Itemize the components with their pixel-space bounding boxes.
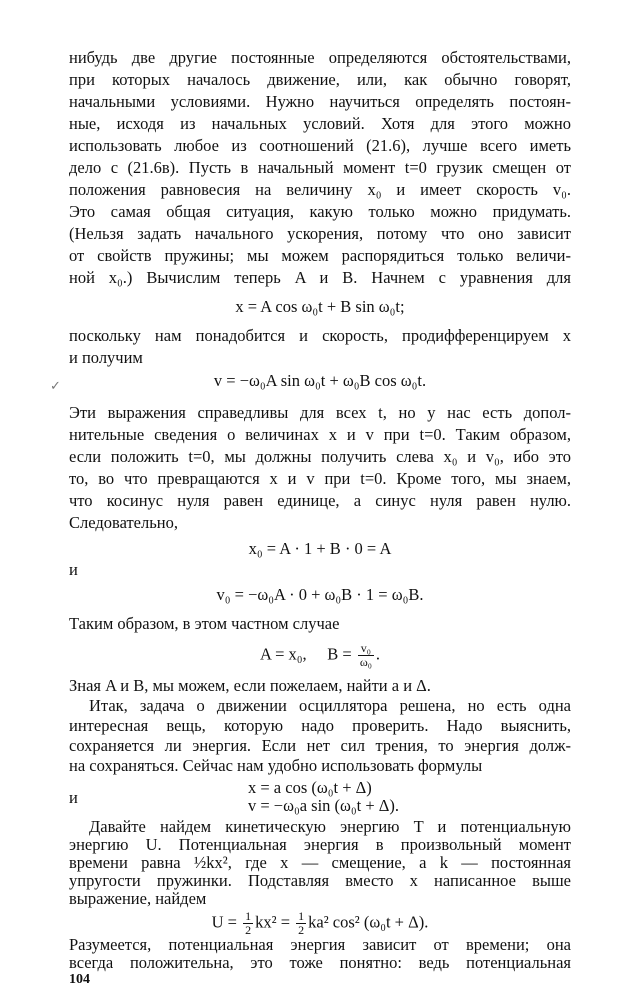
text-line: выражение, найдем bbox=[69, 889, 207, 908]
text-line: начальными условиями. Нужно научиться определять постоян- bbox=[69, 92, 571, 111]
text-line: всегда положительна, это тоже понятно: ведь потенциальная bbox=[69, 953, 571, 972]
text-line: Следовательно, bbox=[69, 513, 178, 532]
formula-v-general: v = −ω₀A sin ω₀t + ω₀B cos ω₀t. bbox=[213, 371, 427, 390]
fraction-one-half bbox=[243, 910, 253, 937]
text-line: и получим bbox=[69, 348, 143, 367]
fraction-numerator: 1 bbox=[245, 909, 252, 923]
formula-v-amplitude: v = −ω₀a sin (ω₀t + Δ). bbox=[248, 796, 400, 815]
margin-pencil-mark: ✓ bbox=[50, 378, 61, 393]
fraction-denominator: ω₀ bbox=[359, 655, 372, 669]
formula-U-lhs: U = bbox=[211, 912, 237, 932]
formula-A: A = x₀, bbox=[259, 644, 307, 664]
formula-x-amplitude: x = a cos (ω₀t + Δ) bbox=[248, 778, 372, 797]
text-line: упругости пружинки. Подставляя вместо x написанное выше bbox=[69, 871, 571, 890]
text-line: интересная вещь, которую надо проверить. Надо выяснить, bbox=[69, 716, 571, 735]
text-line: Зная A и B, мы можем, если пожелаем, найти a и Δ. bbox=[69, 676, 431, 695]
text-line: нительные сведения о величинах x и v при t=0. Таким образом, bbox=[69, 425, 571, 444]
text-line: то, во что превращаются x и v при t=0. Кроме того, мы знаем, bbox=[69, 469, 571, 488]
formula-x0: x₀ = A · 1 + B · 0 = A bbox=[248, 539, 392, 558]
fraction-v0-over-w0 bbox=[358, 642, 374, 669]
text-line: ные, исходя из начальных условий. Хотя для этого можно bbox=[69, 114, 571, 133]
text-line: (Нельзя задать начального ускорения, потому что оно зависит bbox=[69, 224, 571, 243]
text-line: ной x₀.) Вычислим теперь A и B. Начнем с уравнения для bbox=[69, 268, 571, 287]
text-line: времени равна ½kx², где x — смещение, а k — постоянная bbox=[69, 853, 571, 872]
text-line: при которых началось движение, или, как обычно говорят, bbox=[69, 70, 571, 89]
text-line: Разумеется, потенциальная энергия зависит от времени; она bbox=[69, 935, 571, 954]
text-line: дело с (21.6в). Пусть в начальный момент t=0 грузик смещен от bbox=[69, 158, 571, 177]
text-line: нибудь две другие постоянные определяются обстоятельствами, bbox=[69, 48, 571, 67]
formula-U-mid: kx² = bbox=[255, 912, 291, 932]
text-line: что косинус нуля равен единице, а синус нуля равен нулю. bbox=[69, 491, 571, 510]
fraction-numerator: v₀ bbox=[358, 642, 374, 656]
text-line: сохраняется ли энергия. Если нет сил трения, то энергия долж- bbox=[69, 736, 571, 755]
text-line: Таким образом, в этом частном случае bbox=[69, 614, 340, 633]
formula-x-general: x = A cos ω₀t + B sin ω₀t; bbox=[235, 297, 405, 316]
fraction-one-half bbox=[296, 910, 306, 937]
formula-v0: v₀ = −ω₀A · 0 + ω₀B · 1 = ω₀B. bbox=[216, 585, 424, 604]
text-line: использовать любое из соотношений (21.6), лучше всего иметь bbox=[69, 136, 571, 155]
conjunction-and: и bbox=[69, 560, 78, 579]
page-number: 104 bbox=[69, 972, 90, 987]
text-line: поскольку нам понадобится и скорость, продифференцируем x bbox=[69, 326, 571, 345]
text-line: положения равновесия на величину x₀ и имеет скорость v₀. bbox=[69, 180, 571, 199]
fraction-denominator: 2 bbox=[298, 923, 305, 937]
formula-potential-energy bbox=[69, 910, 571, 937]
text-line: Давайте найдем кинетическую энергию T и потенциальную bbox=[89, 817, 571, 836]
text-line: Это самая общая ситуация, какую только можно придумать. bbox=[69, 202, 571, 221]
text-line: Эти выражения справедливы для всех t, но у нас есть допол- bbox=[69, 403, 571, 422]
formula-U-rhs: ka² cos² (ω₀t + Δ). bbox=[308, 912, 429, 932]
text-line: на сохраняться. Сейчас нам удобно использовать формулы bbox=[69, 756, 483, 775]
text-line: энергию U. Потенциальная энергия в произвольный момент bbox=[69, 835, 571, 854]
fraction-numerator: 1 bbox=[298, 909, 305, 923]
text-line: от свойств пружины; мы можем распорядиться только величи- bbox=[69, 246, 571, 265]
text-line: если положить t=0, мы должны получить слева x₀ и v₀, ибо это bbox=[69, 447, 571, 466]
text-line: Итак, задача о движении осциллятора решена, но есть одна bbox=[89, 696, 571, 715]
conjunction-and: и bbox=[69, 788, 78, 807]
fraction-denominator: 2 bbox=[245, 923, 252, 937]
formula-B-lhs: B = bbox=[327, 644, 352, 664]
formula-A-B: A = x₀, B = $\frac{\text{v₀}}{\text{ω₀}}$ . bbox=[259, 641, 381, 669]
